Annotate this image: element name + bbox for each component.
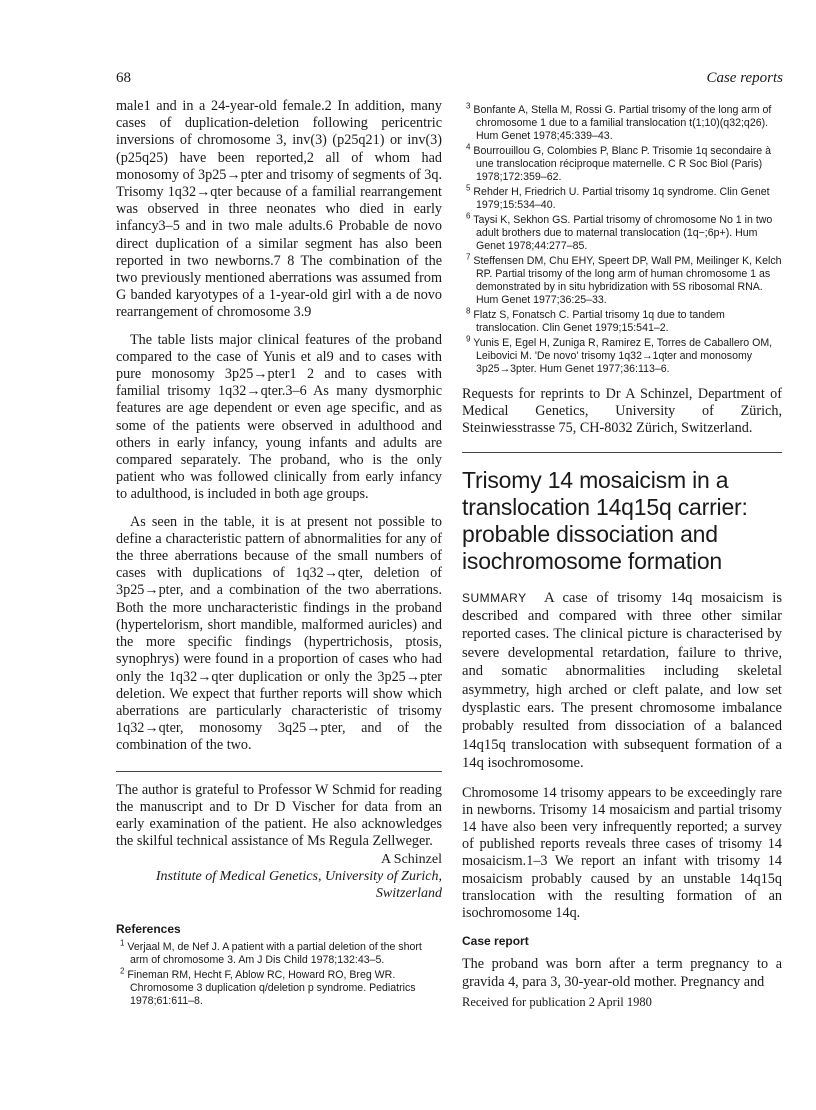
body-paragraph: As seen in the table, it is at present not possible to define a characteristic pattern of abnormalities for any of the three aberrations because of the small numbers of cases with duplications of 1q32→qter, deletion of 3p25→pter, and a combination of the two aberrations. Both the more uncharacteristic findings in the proband (hypertelorism, short mandible, malformed auricles) and the more specific findings (hypertrichosis, ptosis, synophrys) were found in a proportion of cases who had only the 1q32→qter duplication or only the 3p25→pter deletion. We expect that further reports will show which aberrations are particularly characteristic of trisomy 1q32→qter, monosomy 3q25→pter, and of the combination of the two. bbox=[116, 513, 442, 754]
case-report-heading: Case report bbox=[462, 934, 529, 949]
summary: SUMMARY A case of trisomy 14q mosaicism is described and compared with three other similar reported cases. The clinical picture is characterised by severe developmental retardation, failure to thrive, and somatic abnormalities including skeletal asymmetry, high arched or cleft palate, and low set dysplastic ears. The present chromosome imbalance probably resulted from dissociation of a balanced 14q15q translocation with subsequent formation of a 14q isochromosome. bbox=[462, 589, 782, 772]
reference-item: $^4$ Bourrouillou G, Colombies P, Blanc P. Trisomie 1q secondaire à une translocation réciproque maternelle. C R Soc Biol (Paris) 1978;172:359–62. bbox=[466, 142, 771, 183]
summary-label: SUMMARY bbox=[462, 590, 527, 605]
intro-paragraph: Chromosome 14 trisomy appears to be exceedingly rare in newborns. Trisomy 14 mosaicism and partial trisomy 14 have also been very infrequently reported; a survey of published reports reveals three cases of trisomy 14 mosaicism.1–3 We report an infant with trisomy 14 mosaicism probably caused by an unstable 14q15q translocation with the resulting formation of an isochromosome 14q. bbox=[462, 784, 782, 922]
right-column bbox=[462, 101, 782, 1010]
acknowledgement: The author is grateful to Professor W Schmid for reading the manuscript and to Dr D Vischer for data from an early examination of the patient. He also acknowledges the skilful technical assistance of Ms Regula Zellweger. bbox=[116, 781, 442, 850]
running-header: Case reports bbox=[706, 70, 783, 86]
reference-item: $^1$ Verjaal M, de Nef J. A patient with a partial deletion of the short arm of chromosome 3. Am J Dis Child 1978;132:43–5. bbox=[120, 938, 422, 967]
author-institution: Institute of Medical Genetics, University of Zurich, Switzerland bbox=[155, 869, 442, 902]
page-number: 68 bbox=[116, 70, 131, 86]
reference-item: $^7$ Steffensen DM, Chu EHY, Speert DP, Wall PM, Meilinger K, Kelch RP. Partial trisomy of the long arm of human chromosome 1 as demonstrated by in situ hybridization with 5S ribosomal RNA. Hum Genet 1977;36:25–33. bbox=[466, 252, 782, 306]
case-report-text: The proband was born after a term pregnancy to a gravida 4, para 3, 30-year-old mother. Pregnancy and bbox=[462, 956, 782, 990]
reprint-request: Requests for reprints to Dr A Schinzel, Department of Medical Genetics, University of Zürich, Steinwiesstrasse 75, CH-8032 Zürich, Switzerland. bbox=[462, 386, 782, 437]
article-title: Trisomy 14 mosaicism in a translocation 14q15q carrier: probable dissociation and isochromosome formation bbox=[462, 466, 748, 574]
author-signature: A Schinzel bbox=[380, 852, 442, 868]
reference-item: $^3$ Bonfante A, Stella M, Rossi G. Partial trisomy of the long arm of chromosome 1 due to a familial translocation t(1;10)(q32;q26). Hum Genet 1978;45:339–43. bbox=[466, 101, 772, 142]
reference-item: $^8$ Flatz S, Fonatsch C. Partial trisomy 1q due to tandem translocation. Clin Genet 1979;15:541–2. bbox=[466, 306, 725, 334]
body-paragraph: male1 and in a 24-year-old female.2 In addition, many cases of duplication-deletion following pericentric inversions of chromosome 3, inv(3) (p25q21) or inv(3)(p25q25) have been reported,2 all of whom had monosomy of 3p25→pter and trisomy of segments of 3q. Trisomy 1q32→qter because of a familial rearrangement was observed in three neonates who died in early infancy3–5 and in two male adults.6 Probable de novo direct duplication of a similar segment has also been reported in two newborns.7 8 The combination of the two previously mentioned aberrations was assumed from G banded karyotypes of a 1-year-old girl with a de novo rearrangement of chromosome 3.9 bbox=[116, 98, 442, 321]
section-divider bbox=[462, 452, 782, 453]
left-column bbox=[116, 98, 442, 1010]
references-heading: References bbox=[116, 922, 181, 937]
body-paragraph: The table lists major clinical features of the proband compared to the case of Yunis et al9 and to cases with pure monosomy 3p25→pter1 2 and to cases with familial trisomy 1q32→qter.3–6 As many dysmorphic features are age dependent or even age specific, and as some of the patients were observed in adulthood and others in early infancy, young infants and adults are compared separately. The proband, who is the only patient who was followed clinically from early infancy to adulthood, is included in both age groups. bbox=[116, 331, 442, 503]
reference-item: $^5$ Rehder H, Friedrich U. Partial trisomy 1q syndrome. Clin Genet 1979;15:534–40. bbox=[466, 183, 770, 211]
reference-item: $^6$ Taysi K, Sekhon GS. Partial trisomy of chromosome No 1 in two adult brothers due to maternal translocation (1q−;6p+). Hum Genet 1978;44:277–85. bbox=[466, 211, 773, 252]
section-divider bbox=[116, 771, 442, 772]
reference-item: $^9$ Yunis E, Egel H, Zuniga R, Ramirez E, Torres de Caballero OM, Leibovici M. 'De novo' trisomy 1q32→1qter and monosomy 3p25→3pter. Hum Genet 1977;36:113–6. bbox=[466, 334, 773, 375]
received-date: Received for publication 2 April 1980 bbox=[462, 994, 652, 1009]
reference-item: $^2$ Fineman RM, Hecht F, Ablow RC, Howard RO, Breg WR. Chromosome 3 duplication q/deletion p syndrome. Pediatrics 1978;61:611–8. bbox=[120, 966, 416, 1008]
